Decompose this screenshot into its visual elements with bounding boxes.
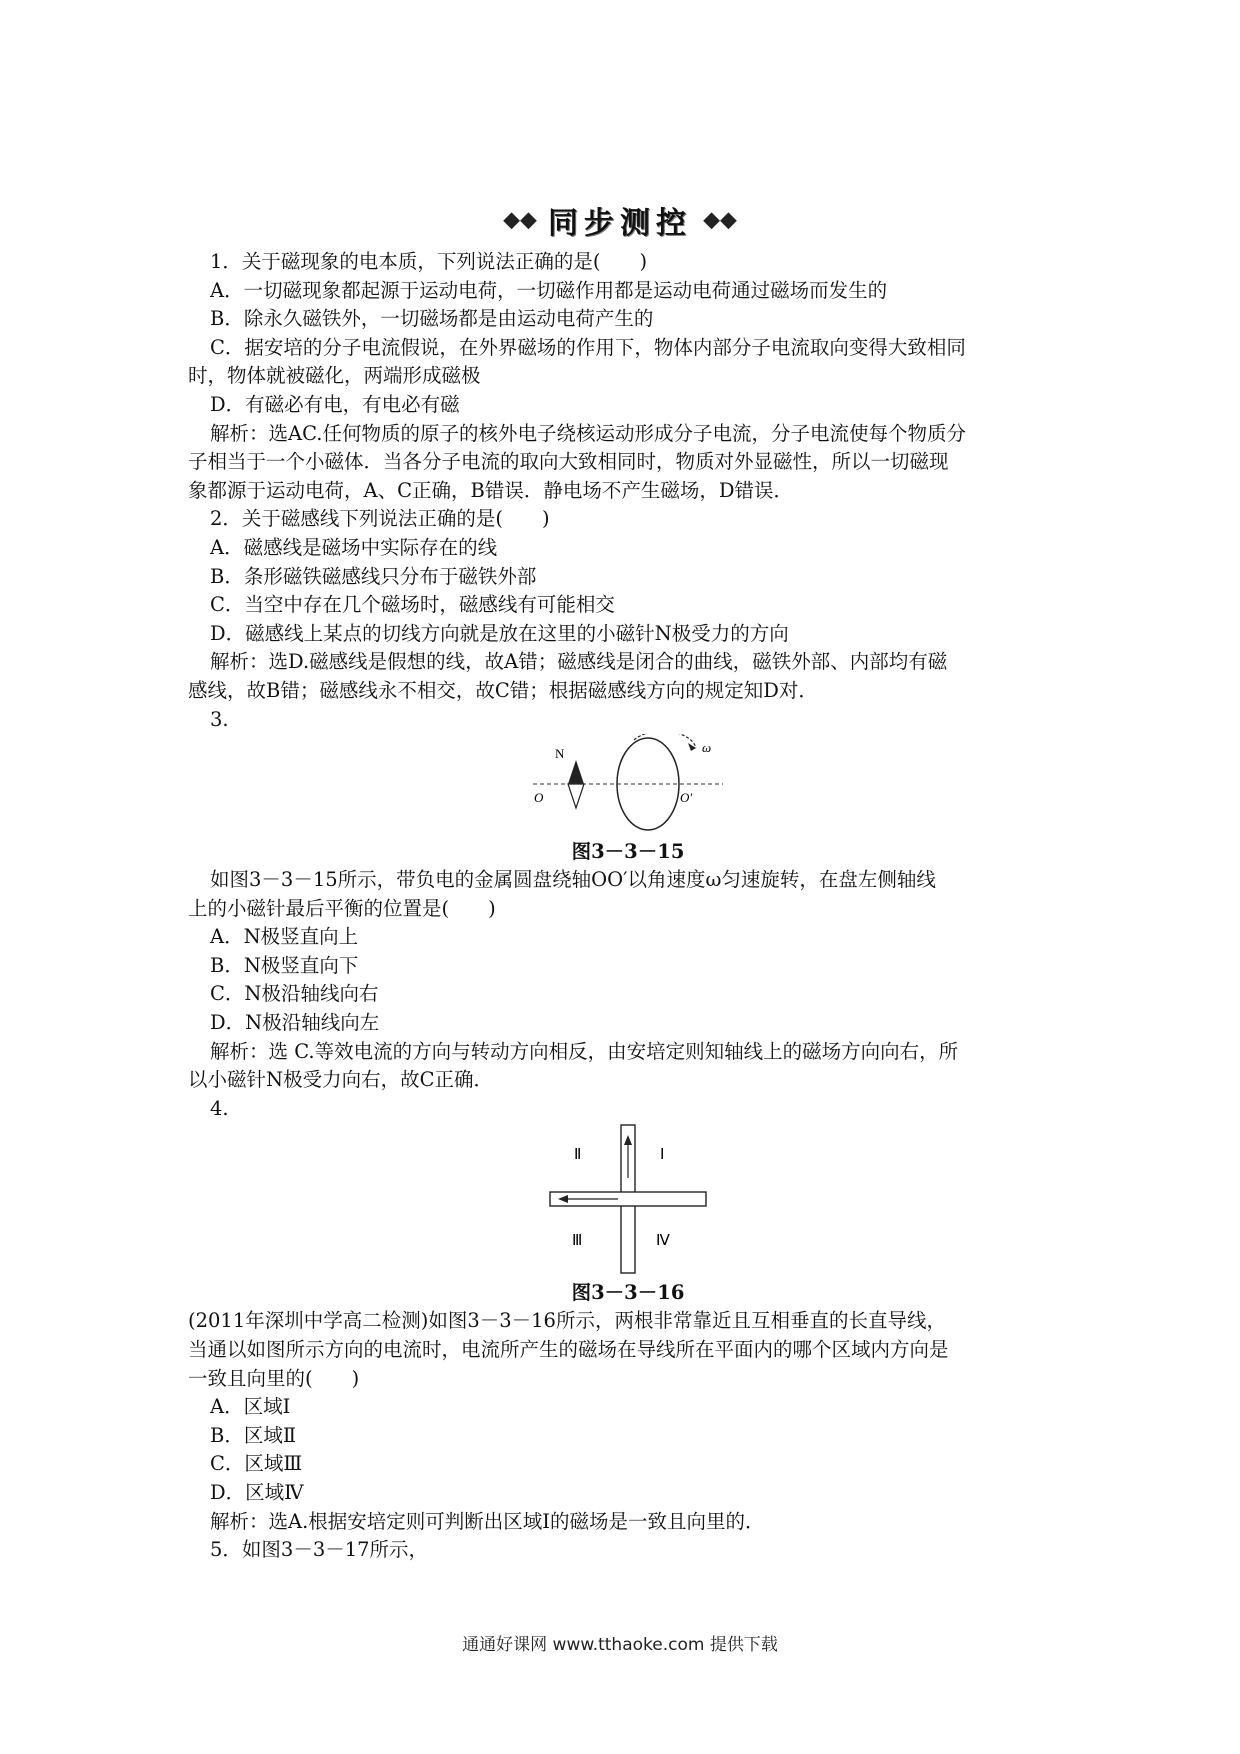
q4-option-c: C．区域Ⅲ	[210, 1452, 303, 1476]
figure-3-3-15	[188, 734, 1068, 838]
question-content	[188, 248, 1068, 1565]
q5-stem: 5．如图3－3－17所示，	[210, 1538, 429, 1562]
q4-stem-cont: 一致且向里的( )	[188, 1366, 360, 1390]
q3-option-d: D．N极沿轴线向左	[210, 1011, 380, 1035]
q4-number: 4.	[210, 1096, 229, 1120]
q2-answer: 解析：选D.磁感线是假想的线，故A错；磁感线是闭合的曲线，磁铁外部、内部均有磁	[210, 650, 948, 674]
q2-option-b: B．条形磁铁磁感线只分布于磁铁外部	[210, 564, 537, 588]
label-o: O	[534, 790, 544, 806]
q2-answer-cont: 感线，故B错；磁感线永不相交，故C错；根据磁感线方向的规定知D对．	[188, 678, 818, 702]
q2-option-a: A．磁感线是磁场中实际存在的线	[210, 535, 498, 559]
disk-compass-diagram	[528, 734, 728, 834]
section-header	[0, 198, 1240, 241]
q1-option-c: C．据安培的分子电流假说，在外界磁场的作用下，物体内部分子电流取向变得大致相同	[210, 335, 966, 359]
section-title: 同步测控	[548, 206, 692, 241]
q3-answer: 解析：选 C.等效电流的方向与转动方向相反，由安培定则知轴线上的磁场方向向右，所	[210, 1039, 959, 1063]
q1-answer-cont: 子相当于一个小磁体．当各分子电流的取向大致相同时，物质对外显磁性，所以一切磁现	[188, 450, 949, 474]
q1-option-c-cont: 时，物体就被磁化，两端形成磁极	[188, 364, 481, 388]
compass-south-half	[568, 784, 584, 808]
figure-caption-3-3-15: 图3－3－15	[571, 840, 685, 864]
q4-option-d: D．区域Ⅳ	[210, 1481, 304, 1504]
q1-stem: 1．关于磁现象的电本质，下列说法正确的是( )	[210, 250, 648, 273]
q4-option-a: A．区域Ⅰ	[210, 1395, 291, 1419]
q2-stem: 2．关于磁感线下列说法正确的是( )	[210, 507, 550, 531]
region-label-1: Ⅰ	[660, 1147, 665, 1164]
q3-stem-cont: 上的小磁针最后平衡的位置是( )	[188, 896, 496, 920]
compass-north-half	[568, 760, 584, 784]
q3-option-c: C．N极沿轴线向右	[210, 982, 379, 1006]
crossed-wires-diagram	[548, 1123, 708, 1275]
q3-number: 3.	[210, 707, 229, 731]
q4-answer: 解析：选A.根据安培定则可判断出区域Ⅰ的磁场是一致且向里的．	[210, 1509, 765, 1533]
q3-option-b: B．N极竖直向下	[210, 953, 359, 977]
q1-option-d: D．有磁必有电，有电必有磁	[210, 392, 460, 416]
q4-stem: (2011年深圳中学高二检测)如图3－3－16所示，两根非常靠近且互相垂直的长直导线，	[188, 1309, 946, 1333]
label-n: N	[555, 746, 565, 762]
q3-stem: 如图3－3－15所示，带负电的金属圆盘绕轴OO′以角速度ω匀速旋转，在盘左侧轴线	[210, 868, 936, 892]
q1-option-a: A．一切磁现象都起源于运动电荷，一切磁作用都是运动电荷通过磁场而发生的	[210, 278, 888, 302]
q1-answer-cont: 象都源于运动电荷，A、C正确，B错误．静电场不产生磁场，D错误．	[188, 478, 793, 502]
figure-caption-3-3-16: 图3－3－16	[571, 1281, 685, 1305]
q1-answer: 解析：选AC.任何物质的原子的核外电子绕核运动形成分子电流，分子电流使每个物质分	[210, 421, 967, 445]
region-label-4: Ⅳ	[656, 1233, 670, 1250]
q2-option-d: D．磁感线上某点的切线方向就是放在这里的小磁针N极受力的方向	[210, 621, 789, 645]
label-o-prime: O′	[680, 790, 693, 806]
q4-stem-cont: 当通以如图所示方向的电流时，电流所产生的磁场在导线所在平面内的哪个区域内方向是	[188, 1338, 949, 1362]
q4-option-b: B．区域Ⅱ	[210, 1423, 297, 1447]
q3-option-a: A．N极竖直向上	[210, 925, 359, 949]
q1-option-b: B．除永久磁铁外，一切磁场都是由运动电荷产生的	[210, 307, 654, 331]
region-label-2: Ⅱ	[574, 1147, 582, 1164]
diamond-decoration-left-icon: ◆◆	[503, 207, 537, 233]
page-footer: 通通好课网 www.tthaoke.com 提供下载	[462, 1635, 778, 1655]
figure-3-3-16	[188, 1123, 1068, 1279]
diamond-decoration-right-icon: ◆◆	[703, 207, 737, 233]
label-omega: ω	[702, 740, 712, 756]
region-label-3: Ⅲ	[572, 1233, 583, 1250]
q3-answer-cont: 以小磁针N极受力向右，故C正确．	[188, 1068, 493, 1092]
q2-option-c: C．当空中存在几个磁场时，磁感线有可能相交	[210, 593, 615, 617]
